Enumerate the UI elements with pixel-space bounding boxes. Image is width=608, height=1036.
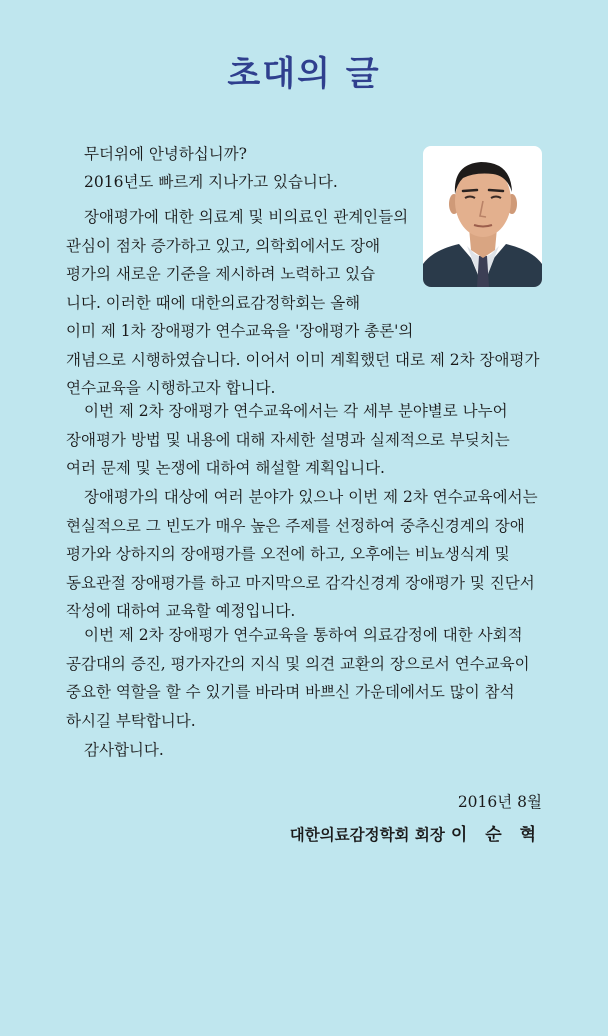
paragraph-line: 동요관절 장애평가를 하고 마지막으로 감각신경계 장애평가 및 진단서 [66,573,535,592]
paragraph-line: 작성에 대하여 교육할 예정입니다. [66,602,296,620]
signature-name: 이 순 혁 [450,825,542,845]
body-paragraph [66,397,510,483]
paragraph-line: 이미 제 1차 장애평가 연수교육을 '장애평가 총론'의 [66,322,414,340]
paragraph-line: 관심이 점차 증가하고 있고, 의학회에서도 장애 [66,236,381,255]
paragraph-line: 장애평가의 대상에 여러 분야가 있으나 이번 제 2차 연수교육에서는 [84,488,538,506]
paragraph-line: 평가의 새로운 기준을 제시하려 노력하고 있습 [66,265,376,283]
signature-org: 대한의료감정학회 회장 [289,825,445,844]
paragraph-line: 하시길 부탁합니다. [66,711,196,730]
page-title: 초대의 글 [227,54,381,94]
paragraph-line: 중요한 역할을 할 수 있기를 바라며 바쁘신 가운데에서도 많이 참석 [66,683,515,701]
paragraph-line: 현실적으로 그 빈도가 매우 높은 주제를 선정하여 중추신경계의 장애 [66,516,525,535]
paragraph-line: 평가와 상하지의 장애평가를 오전에 하고, 오후에는 비뇨생식계 및 [66,545,510,563]
paragraph-line: 여러 문제 및 논쟁에 대하여 해설할 계획입니다. [66,459,385,477]
paragraph-line: 이번 제 2차 장애평가 연수교육을 통하여 의료감정에 대한 사회적 [84,626,523,644]
paragraph-line: 공감대의 증진, 평가자간의 지식 및 의견 교환의 장으로서 연수교육이 [66,654,530,673]
body-paragraph [66,621,530,735]
paragraph-line: 이번 제 2차 장애평가 연수교육에서는 각 세부 분야별로 나누어 [84,402,508,420]
body-paragraph [66,203,539,403]
paragraph-line: 장애평가 방법 및 내용에 대해 자세한 설명과 실제적으로 부딪치는 [66,430,510,449]
greeting-line: 무더위에 안녕하십니까? [84,145,247,163]
letter-date: 2016년 8월 [457,793,542,811]
paragraph-line: 니다. 이러한 때에 대한의료감정학회는 올해 [66,293,361,312]
signature [290,820,542,845]
greeting-line: 2016년도 빠르게 지나가고 있습니다. [84,173,338,191]
closing-text: 감사합니다. [84,741,164,759]
paragraph-line: 장애평가에 대한 의료계 및 비의료인 관계인들의 [84,208,409,226]
paragraph-line: 개념으로 시행하였습니다. 이어서 이미 계획했던 대로 제 2차 장애평가 [66,350,540,369]
paragraph-line: 연수교육을 시행하고자 합니다. [66,379,276,397]
body-paragraph [66,483,538,626]
